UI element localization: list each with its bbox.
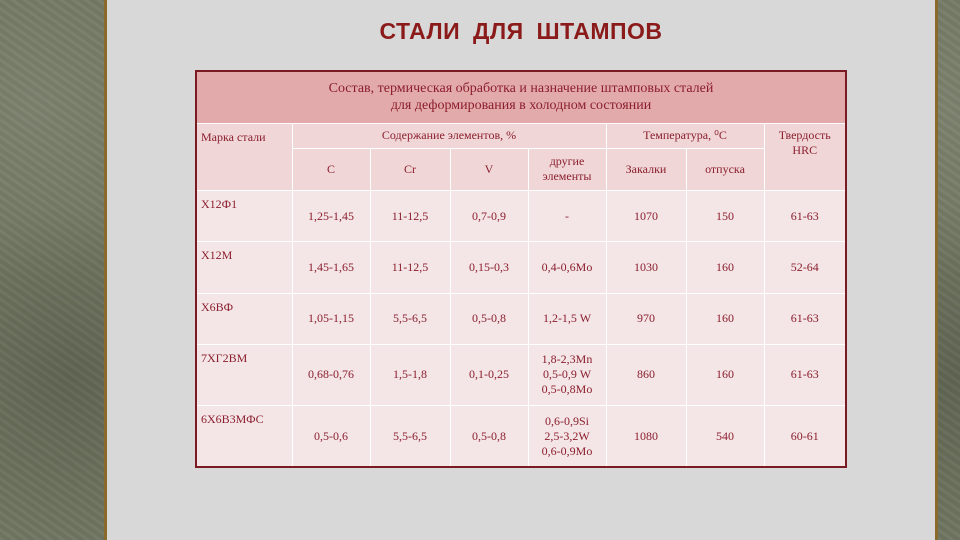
cell-other: 1,2-1,5 W xyxy=(528,293,606,344)
cell-c: 1,25-1,45 xyxy=(292,191,370,242)
header-quench: Закалки xyxy=(606,148,686,190)
header-cr: Cr xyxy=(370,148,450,190)
cell-other: - xyxy=(528,191,606,242)
table-row xyxy=(196,191,846,242)
table-row xyxy=(196,406,846,467)
header-temperature: Температура, ⁰С xyxy=(606,123,764,148)
cell-hrc: 61-63 xyxy=(764,344,846,405)
cell-hrc: 60-61 xyxy=(764,406,846,467)
cell-other-line: 0,6-0,9Si xyxy=(544,413,589,428)
cell-v: 0,5-0,8 xyxy=(450,293,528,344)
cell-c: 1,05-1,15 xyxy=(292,293,370,344)
cell-mark: Х12Ф1 xyxy=(196,191,292,242)
cell-c: 1,45-1,65 xyxy=(292,242,370,293)
cell-cr: 11-12,5 xyxy=(370,242,450,293)
cell-other-line: 0,5-0,8Mo xyxy=(541,382,593,397)
cell-other-line: 2,5-3,2W xyxy=(544,428,590,443)
cell-cr: 5,5-6,5 xyxy=(370,293,450,344)
slide-title: СТАЛИ ДЛЯ ШТАМПОВ xyxy=(379,18,663,44)
header-hardness-line1: Твердость xyxy=(778,127,831,142)
header-temper: отпуска xyxy=(686,148,764,190)
cell-temper: 540 xyxy=(686,406,764,467)
cell-temper: 150 xyxy=(686,191,764,242)
cell-cr: 1,5-1,8 xyxy=(370,344,450,405)
cell-hrc: 61-63 xyxy=(764,191,846,242)
header-content: Содержание элементов, % xyxy=(292,123,606,148)
cell-other: 0,4-0,6Mo xyxy=(528,242,606,293)
cell-hrc: 61-63 xyxy=(764,293,846,344)
steel-table xyxy=(195,70,847,468)
cell-quench: 860 xyxy=(606,344,686,405)
cell-mark: 6Х6В3МФС xyxy=(196,406,292,467)
header-hardness xyxy=(764,123,846,190)
cell-other-line: 0,6-0,9Mo xyxy=(541,443,593,458)
cell-quench: 1070 xyxy=(606,191,686,242)
cell-v: 0,15-0,3 xyxy=(450,242,528,293)
header-other-line1: другие xyxy=(549,154,585,169)
background-texture-left xyxy=(0,0,104,540)
cell-quench: 970 xyxy=(606,293,686,344)
header-hardness-line2: HRC xyxy=(792,142,818,157)
cell-other-line: 0,5-0,9 W xyxy=(542,367,592,382)
background-texture-right xyxy=(938,0,960,540)
cell-mark: 7ХГ2ВМ xyxy=(196,344,292,405)
cell-quench: 1080 xyxy=(606,406,686,467)
cell-temper: 160 xyxy=(686,344,764,405)
cell-mark: Х6ВФ xyxy=(196,293,292,344)
table-caption xyxy=(196,71,846,123)
table-row xyxy=(196,242,846,293)
cell-cr: 11-12,5 xyxy=(370,191,450,242)
cell-other-line: 1,8-2,3Mn xyxy=(541,352,593,367)
cell-temper: 160 xyxy=(686,293,764,344)
cell-other xyxy=(528,406,606,467)
table-row xyxy=(196,293,846,344)
cell-quench: 1030 xyxy=(606,242,686,293)
table-row xyxy=(196,344,846,405)
cell-mark: Х12М xyxy=(196,242,292,293)
cell-c: 0,5-0,6 xyxy=(292,406,370,467)
cell-v: 0,7-0,9 xyxy=(450,191,528,242)
cell-v: 0,1-0,25 xyxy=(450,344,528,405)
header-c: C xyxy=(292,148,370,190)
table-caption-line1: Состав, термическая обработка и назначение штамповых сталей xyxy=(328,81,714,97)
cell-c: 0,68-0,76 xyxy=(292,344,370,405)
header-other-line2: элементы xyxy=(542,169,592,184)
header-v: V xyxy=(450,148,528,190)
cell-v: 0,5-0,8 xyxy=(450,406,528,467)
header-mark: Марка стали xyxy=(196,123,292,190)
cell-hrc: 52-64 xyxy=(764,242,846,293)
table-caption-line2: для деформирования в холодном состоянии xyxy=(390,98,652,114)
cell-cr: 5,5-6,5 xyxy=(370,406,450,467)
cell-temper: 160 xyxy=(686,242,764,293)
header-other xyxy=(528,148,606,190)
slide xyxy=(104,0,938,540)
cell-other xyxy=(528,344,606,405)
